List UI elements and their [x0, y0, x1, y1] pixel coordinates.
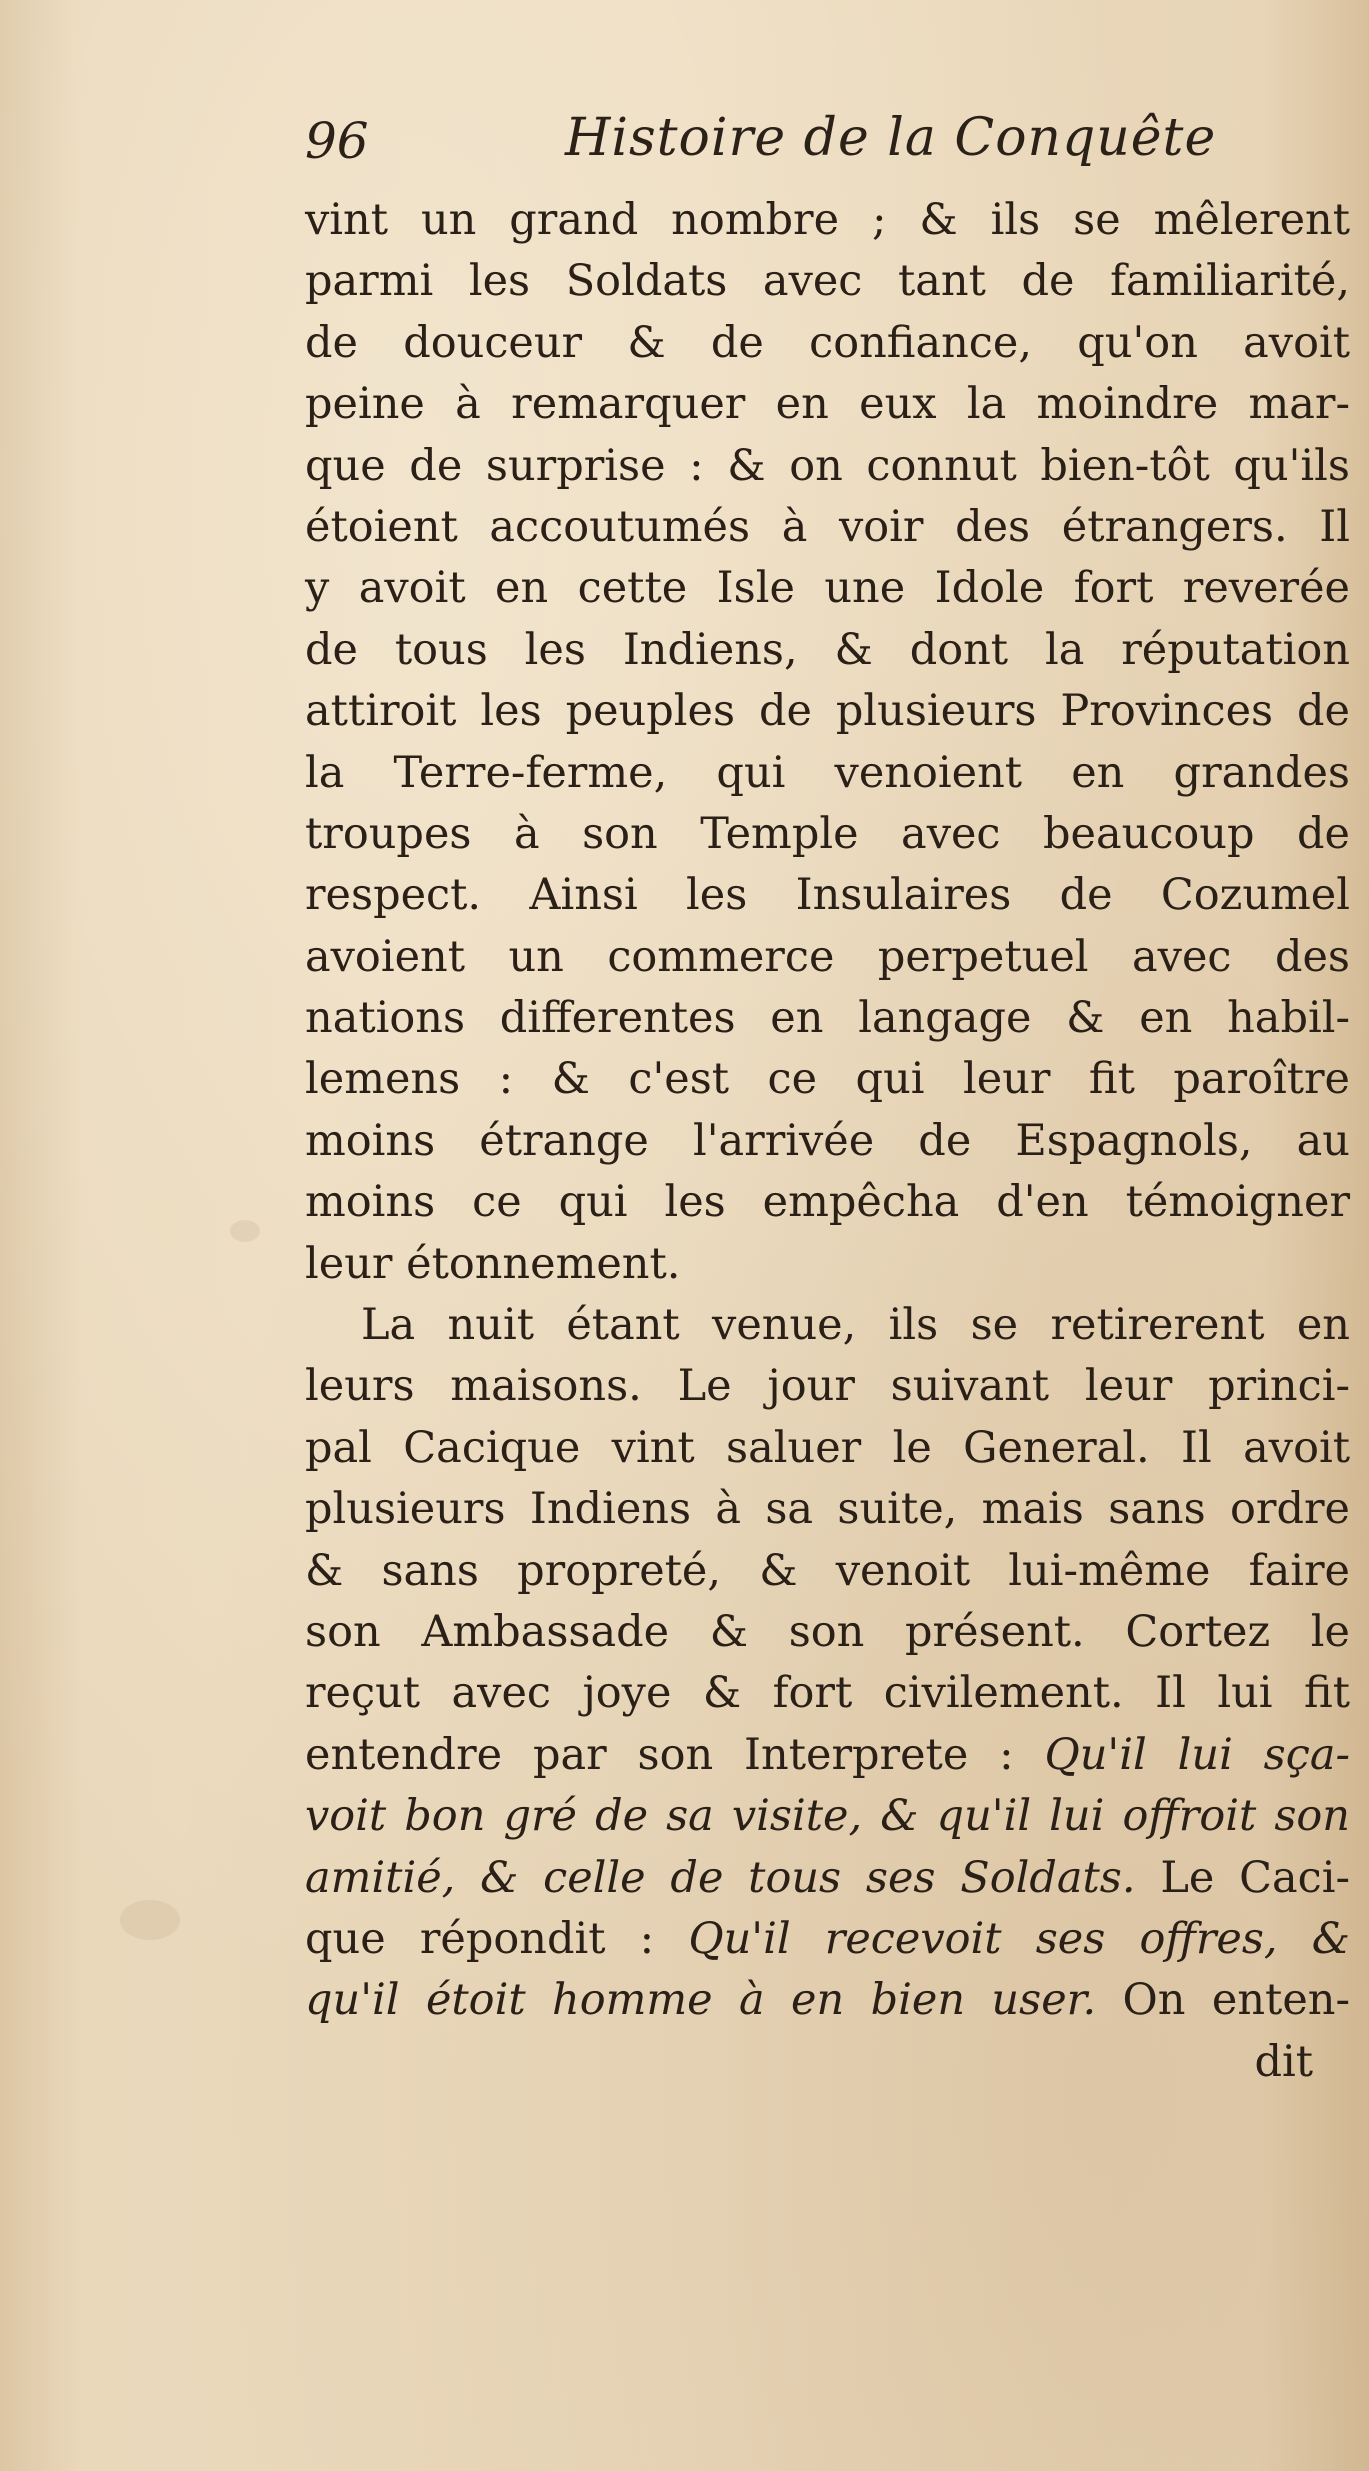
paper-stain	[230, 1220, 260, 1242]
text-segment: moins étrange l'arrivée de Espagnols, au	[305, 1115, 1350, 1166]
italic-segment: amitié, & celle de tous ses Soldats.	[305, 1852, 1136, 1903]
text-segment: leur étonnement.	[305, 1238, 681, 1289]
page-number: 96	[305, 112, 369, 170]
text-segment: plusieurs Indiens à sa suite, mais sans ordre	[305, 1484, 1350, 1535]
text-segment: pal Cacique vint saluer le General. Il avoit	[305, 1422, 1350, 1473]
text-line	[305, 1602, 1355, 1663]
text-line	[305, 1418, 1355, 1479]
text-line	[305, 1848, 1355, 1909]
italic-segment: Qu'il recevoit ses offres, &	[688, 1913, 1351, 1964]
text-line	[305, 436, 1355, 497]
text-line	[305, 1356, 1355, 1417]
text-segment: respect. Ainsi les Insulaires de Cozumel	[305, 870, 1350, 921]
italic-segment: voit bon gré de sa visite, & qu'il lui offroit son	[305, 1791, 1350, 1842]
text-line	[305, 251, 1355, 312]
text-line	[305, 804, 1355, 865]
text-line	[305, 620, 1355, 681]
paper-stain	[120, 1900, 180, 1940]
text-segment: de douceur & de confiance, qu'on avoit	[305, 317, 1350, 368]
text-segment: attiroit les peuples de plusieurs Provinces de	[305, 686, 1350, 737]
text-line	[305, 1663, 1355, 1724]
text-segment: nations differentes en langage & en habil-	[305, 993, 1350, 1044]
text-segment: Le Caci-	[1135, 1852, 1350, 1903]
text-line	[305, 988, 1355, 1049]
text-line	[305, 743, 1355, 804]
text-segment: On enten-	[1096, 1975, 1350, 2026]
text-line	[305, 313, 1355, 374]
text-segment: que de surprise : & on connut bien-tôt qu'ils	[305, 440, 1350, 491]
text-segment: que répondit :	[305, 1913, 689, 1964]
text-segment: reçut avec joye & fort civilement. Il lui fit	[305, 1668, 1350, 1719]
text-segment: avoient un commerce perpetuel avec des	[305, 931, 1350, 982]
text-line	[305, 1479, 1355, 1540]
text-segment: son Ambassade & son présent. Cortez le	[305, 1606, 1350, 1657]
text-segment: troupes à son Temple avec beaucoup de	[305, 808, 1350, 859]
text-segment: lemens : & c'est ce qui leur fit paroître	[305, 1054, 1350, 1105]
running-title: Histoire de la Conquête	[565, 108, 1217, 168]
text-line	[305, 681, 1355, 742]
body-text	[305, 190, 1355, 2093]
text-line	[305, 1970, 1355, 2031]
text-line	[305, 1909, 1355, 1970]
text-line	[305, 558, 1355, 619]
text-segment: entendre par son Interprete :	[305, 1729, 1045, 1780]
text-line	[305, 374, 1355, 435]
text-line	[305, 1725, 1355, 1786]
text-segment: vint un grand nombre ; & ils se mêlerent	[305, 195, 1350, 245]
italic-segment: Qu'il lui sça-	[1044, 1729, 1350, 1780]
text-line	[305, 190, 1355, 251]
running-head	[305, 108, 1217, 188]
text-line	[305, 497, 1355, 558]
text-segment: la Terre-ferme, qui venoient en grandes	[305, 747, 1350, 798]
italic-segment: qu'il étoit homme à en bien user.	[305, 1975, 1097, 2026]
text-segment: peine à remarquer en eux la moindre mar-	[305, 379, 1350, 430]
text-line	[305, 927, 1355, 988]
text-line	[305, 865, 1355, 926]
text-line	[305, 1049, 1355, 1110]
text-segment: étoient accoutumés à voir des étrangers. Il	[305, 501, 1350, 552]
text-line	[305, 1172, 1355, 1233]
text-line	[305, 1234, 1355, 1295]
text-segment: parmi les Soldats avec tant de familiarité,	[305, 256, 1350, 307]
text-segment: dit	[1254, 2036, 1313, 2087]
text-segment: & sans propreté, & venoit lui-même faire	[305, 1545, 1350, 1596]
text-line	[305, 1541, 1355, 1602]
catchword	[305, 2032, 1355, 2093]
text-line	[305, 1111, 1355, 1172]
text-line	[305, 1786, 1355, 1847]
text-segment: La nuit étant venue, ils se retirerent en	[361, 1300, 1350, 1351]
text-segment: leurs maisons. Le jour suivant leur princi-	[305, 1361, 1350, 1412]
text-segment: y avoit en cette Isle une Idole fort reverée	[305, 563, 1350, 614]
text-segment: moins ce qui les empêcha d'en témoigner	[305, 1177, 1350, 1228]
text-segment: de tous les Indiens, & dont la réputation	[305, 624, 1350, 675]
text-line	[305, 1295, 1355, 1356]
